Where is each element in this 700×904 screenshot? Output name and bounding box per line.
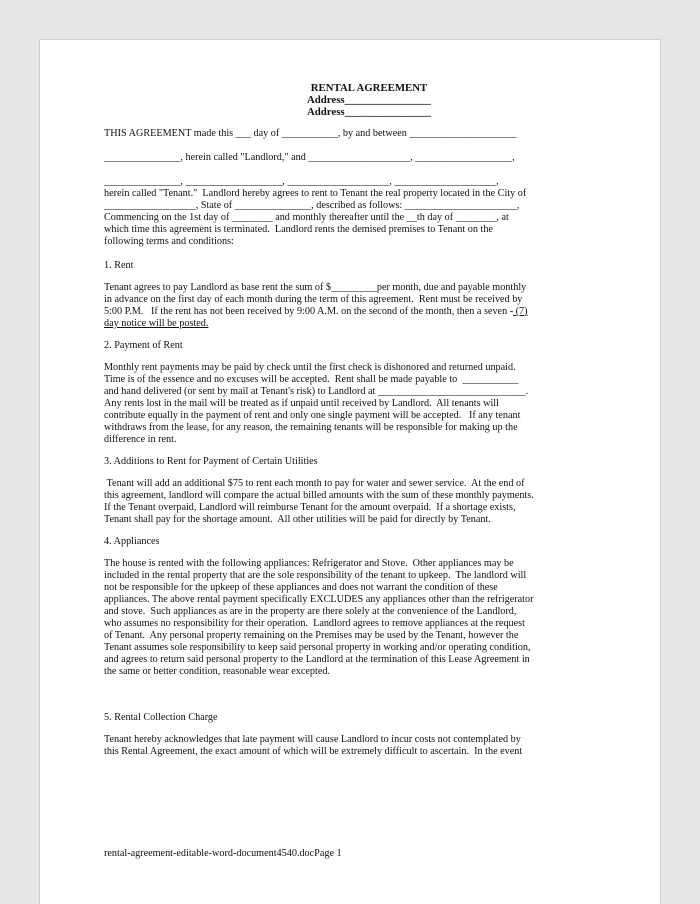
section-5-body: Tenant hereby acknowledges that late payment will cause Landlord to incur costs not contemplated by this Rental Agreement, the exact amount of which will be extremely difficult to ascertain. In the event (104, 734, 523, 757)
section-2-heading: 2. Payment of Rent (104, 340, 183, 351)
section-1-body-text: Tenant agrees to pay Landlord as base rent the sum of $_________per month, due and payable monthly in advance on the first day of each month during the term of this agreement. Rent must be received by 5:00 P.M. If the rent has not been received by 9:00 A.M. on the second of the month, then a seven - (104, 282, 527, 317)
document-page (40, 40, 660, 904)
section-1-heading: 1. Rent (104, 260, 134, 271)
page-footer: rental-agreement-editable-word-document4540.docPage 1 (104, 848, 342, 859)
section-2-body: Monthly rent payments may be paid by check until the first check is dishonored and returned unpaid. Time is of the essence and no excuses will be accepted. Rent shall be made payable to ___________ and hand delivered (or sent by mail at Tenant's risk) to Landlord at _____________________________. Any rents lost in the mail will be treated as if unpaid until received by Landlord. All tenants will contribute equally in the payment of rent and only one single payment will be accepted. If any tenant withdraws from the lease, for any reason, the remaining tenants will be responsible for making up the difference in rent. (104, 362, 529, 445)
section-1-body (104, 282, 634, 330)
section-5-heading: 5. Rental Collection Charge (104, 712, 218, 723)
document-content (104, 82, 634, 758)
section-3-body: Tenant will add an additional $75 to rent each month to pay for water and sewer service. At the end of this agreement, landlord will compare the actual billed amounts with the sum of these monthly payments. If the Tenant overpaid, Landlord will reimburse Tenant for the amount overpaid. If a shortage exists, Tenant shall pay for the shortage amount. All other utilities will be paid for directly by Tenant. (104, 478, 534, 525)
document-title: RENTAL AGREEMENT (310, 82, 428, 94)
section-4-heading: 4. Appliances (104, 536, 160, 547)
intro-paragraph: THIS AGREEMENT made this ___ day of ___________, by and between _____________________ _______________, herein called "Landlord," and ____________________, ___________________, _______________, ___________________, ____________________, ____________________, herein called "Tenant." Landlord hereby agrees to rent to Tenant the real property located in the City of __________________, State of _______________, described as follows: ______________________, Commencing on the 1st day of ________ and monthly thereafter until the __th day of ________, at which time this agreement is terminated. Landlord rents the demised premises to Tenant on the following terms and conditions: (104, 128, 527, 247)
section-1-notice-underlined: (7) day notice will be posted. (104, 306, 528, 329)
title-block (104, 82, 634, 118)
address-line-2: Address________________ (307, 106, 431, 118)
section-4-body: The house is rented with the following appliances: Refrigerator and Stove. Other appliances may be included in the rental property that are the sole responsibility of the tenant to upkeep. The landlord will not be responsible for the upkeep of these appliances and does not warrant the condition of these appliances. The above rental payment specifically EXCLUDES any appliances other than the refrigerator and stove. Such appliances as are in the property are there solely at the convenience of the Landlord, who assumes no responsibility for their operation. Landlord agrees to remove appliances at the request of Tenant. Any personal property remaining on the Premises may be used by the Tenant, however the Tenant assumes sole responsibility to keep said personal property in working and/or operating condition, and agrees to return said personal property to the Landlord at the termination of this Lease Agreement in the same or better condition, reasonable wear excepted. (104, 558, 534, 677)
address-line-1: Address________________ (307, 94, 431, 106)
section-3-heading: 3. Additions to Rent for Payment of Certain Utilities (104, 456, 318, 467)
